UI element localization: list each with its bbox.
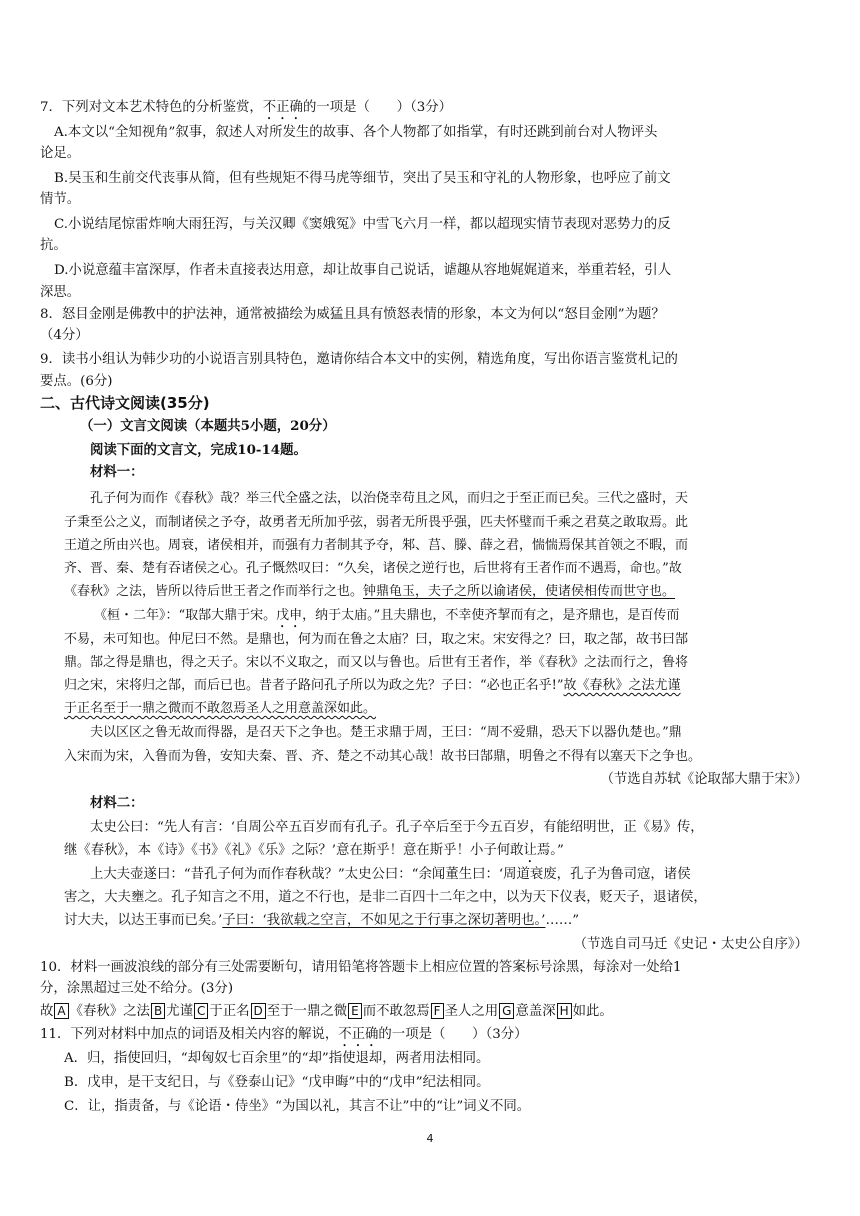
answer-label-b[interactable]: B [151, 1003, 165, 1019]
material1-line: 王道之所由兴也。周衰，诸侯相并，而强有力者制其予夺，邾、莒、滕、薛之君，惴惴焉保其首领之不暇，而 [64, 538, 689, 553]
material-two-label: 材料二： [90, 795, 144, 811]
material1-line: 不易，未可知也。仲尼曰不然。是鼎也，何为而在鲁之太庙？曰，取之宋。宋安得之？曰，取之郜，故书曰郜 [64, 632, 689, 647]
material1-line [64, 700, 376, 717]
q7-option-d: D.小说意蕴丰富深厚，作者未直接表达用意，却让故事自己说话，谑趣从容地娓娓道来，举重若轻，引人 [54, 263, 672, 278]
subsection-title: （一）文言文阅读（本题共5小题，20分） [80, 418, 336, 434]
answer-label-f[interactable]: F [431, 1003, 444, 1019]
answer-label-h[interactable]: H [557, 1003, 572, 1019]
q11-stem: 11．下列对材料中加点的词语及相关内容的解说，不正确的一项是（ ）（3分） [40, 1027, 528, 1042]
q7-option-b-cont: 情节。 [40, 192, 81, 207]
material2-line: 害之，大夫壅之。孔子知言之不用，道之不行也，是非二百四十二年之中，以为天下仪表，贬天子，退诸侯， [64, 890, 707, 905]
q7-option-a: A.本文以“全知视角”叙事，叙述人对所发生的故事、各个人物都了如指掌，有时还跳到前台对人物评头 [54, 125, 658, 140]
q11-option-a: A．归，指使回归，“却匈奴七百余里”的“却”指使退却，两者用法相同。 [64, 1051, 490, 1066]
material1-line: 入宋而为宋，入鲁而为鲁，安知夫秦、晋、齐、楚之不动其心哉！故书曰郜鼎，明鲁之不得有以塞天下之争也。 [64, 749, 702, 764]
q11-option-c: C．让，指责备，与《论语・侍坐》“为国以礼，其言不让”中的“让”词义不同。 [64, 1099, 531, 1114]
reading-instruction: 阅读下面的文言文，完成10-14题。 [90, 442, 307, 458]
material2-line: 上大夫壶遂曰：“昔孔子何为而作春秋哉？”太史公曰：“余闻董生曰：‘周道衰废，孔子为鲁司寇，诸侯 [90, 867, 691, 882]
q9-stem-cont: 要点。(6分) [40, 374, 113, 389]
material1-line: 齐、晋、秦、楚有吞诸侯之心。孔子慨然叹曰：“久矣，诸侯之逆行也，后世将有王者作而不遇焉，命也。”故 [64, 561, 682, 576]
answer-label-a[interactable]: A [54, 1003, 68, 1019]
q10-stem: 10．材料一画波浪线的部分有三处需要断句，请用铅笔将答题卡上相应位置的答案标号涂黑，每涂对一处给1 [40, 960, 682, 975]
q11-option-b: B．戊申，是干支纪日，与《登泰山记》“戊申晦”中的“戊申”纪法相同。 [64, 1075, 490, 1090]
q7-option-d-cont: 深思。 [40, 285, 81, 300]
emphasis-mark: 不正确 [338, 1027, 379, 1042]
material1-line: 子秉至公之义，而制诸侯之予夺，故勇者无所加乎弦，弱者无所畏乎强，匹夫怀璧而千乘之君莫之敢取焉。此 [64, 515, 689, 530]
answer-label-e[interactable]: E [348, 1003, 362, 1019]
q8-stem: 8．怒目金刚是佛教中的护法神，通常被描绘为威猛且具有愤怒表情的形象，本文为何以“怒目金刚”为题？ [40, 307, 665, 322]
page-number: 4 [426, 1132, 434, 1145]
material2-source: （节选自司马迁《史记・太史公自序》） [573, 937, 808, 952]
answer-label-g[interactable]: G [499, 1003, 514, 1019]
material1-line: 孔子何为而作《春秋》哉？举三代全盛之法，以治侥幸苟且之风，而归之于至正而已矣。三代之盛时，天 [90, 491, 689, 506]
answer-label-c[interactable]: C [194, 1003, 208, 1019]
q10-stem-cont: 分，涂黑超过三处不给分。(3分) [40, 981, 234, 996]
q7-option-a-cont: 论足。 [40, 146, 81, 161]
wavy-line-passage: 于正名至于一鼎之微而不敢忽焉圣人之用意盖深如此。 [64, 701, 377, 716]
q7-option-c: C.小说结尾惊雷炸响大雨狂泻，与关汉卿《窦娥冤》中雪飞六月一样，都以超现实情节表现对恶势力的反 [54, 217, 671, 232]
material2-line: 太史公曰：“先人有言：‘自周公卒五百岁而有孔子。孔子卒后至于今五百岁，有能绍明世，正《易》传， [90, 820, 704, 835]
material1-line: 《桓・二年》：“取郜大鼎于宋。戊申，纳于太庙。”且夫鼎也，不幸使齐挈而有之，是齐鼎也，是百传而 [94, 608, 680, 623]
underlined-sentence: 子曰：‘我欲载之空言，不如见之于行事之深切著明也。’ [222, 913, 546, 928]
material2-line: 讨大夫，以达王事而已矣。’子曰：‘我欲载之空言，不如见之于行事之深切著明也。’……” [64, 913, 580, 928]
material1-line: 归之宋，宋将归之郜，而后已也。昔者子路问孔子所以为政之先？子曰：“必也正名乎!”故《春秋》之法尤谨 [64, 678, 681, 693]
material-one-label: 材料一： [90, 464, 144, 480]
underlined-sentence: 钟鼎龟玉，夫子之所以谕诸侯，使诸侯相传而世守也。 [363, 584, 676, 599]
material2-line: 继《春秋》，本《诗》《书》《礼》《乐》之际？’意在斯乎！意在斯乎！小子何敢让焉。” [64, 843, 564, 858]
material1-line: 鼎。郜之得是鼎也，得之天子。宋以不义取之，而又以与鲁也。后世有王者作，举《春秋》之法而行之，鲁将 [64, 655, 689, 670]
q8-score: （4分） [40, 328, 89, 343]
q9-stem: 9．读书小组认为韩少功的小说语言别具特色，邀请你结合本文中的实例，精选角度，写出你语言鉴赏札记的 [40, 352, 678, 367]
answer-label-d[interactable]: D [251, 1003, 266, 1019]
q7-option-b: B.吴玉和生前交代丧事从简，但有些规矩不得马虎等细节，突出了吴玉和守礼的人物形象，也呼应了前文 [54, 171, 671, 186]
emphasis-mark: 戊申 [276, 608, 303, 623]
material1-line: 夫以区区之鲁无故而得器，是召天下之争也。楚王求鼎于周，王曰：“周不爱鼎，恐天下以器仇楚也。”鼎 [90, 725, 682, 740]
q7-stem: 7．下列对文本艺术特色的分析鉴赏，不正确的一项是（ ）（3分） [40, 100, 453, 115]
q10-segmentation-line: 故 A 《春秋》之法 B 尤谨 C 于正名 D 至于一鼎之微 E 而不敢忽焉 F 圣人之用 G 意盖深 H 如此。 [40, 1004, 613, 1019]
material1-line: 《春秋》之法，皆所以待后世王者之作而举行之也。钟鼎龟玉，夫子之所以谕诸侯，使诸侯相传而世守也。 [64, 584, 676, 599]
emphasis-mark: 不正确 [262, 100, 303, 115]
q7-option-c-cont: 抗。 [40, 238, 67, 253]
section-title: 二、古代诗文阅读(35分) [40, 394, 210, 412]
wavy-line-passage: 故《春秋》之法尤谨 [563, 678, 681, 693]
emphasis-mark: 让 [523, 843, 537, 858]
material1-source: （节选自苏轼《论取郜大鼎于宋》） [600, 772, 808, 787]
